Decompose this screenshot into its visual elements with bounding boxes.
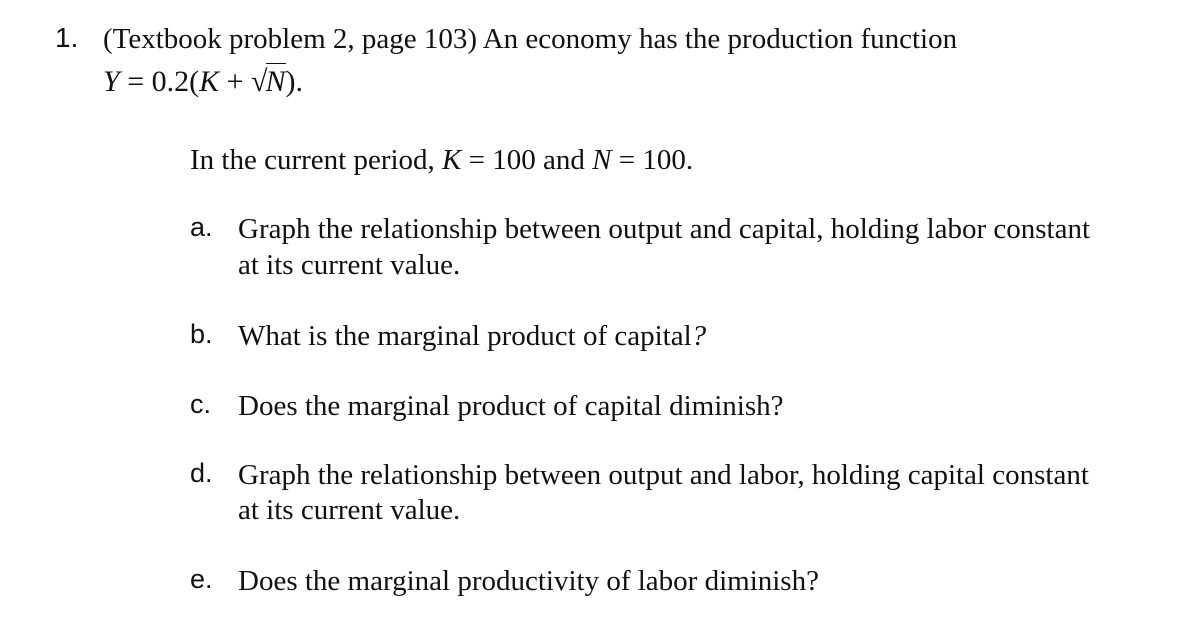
problem-number: 1.	[55, 22, 79, 53]
part-b-question-mark: ?	[691, 320, 707, 352]
square-root	[251, 64, 285, 100]
condition-labor-value: = 100.	[611, 144, 694, 176]
part-d-text-line1: Graph the relationship between output and labor, holding capital constant	[238, 459, 1089, 491]
part-c-letter: c.	[190, 389, 212, 419]
current-period-condition	[190, 143, 693, 177]
production-function-equation	[103, 64, 303, 100]
equation-output-variable: Y	[103, 65, 120, 98]
part-b-text	[238, 319, 706, 353]
part-b-question: What is the marginal product of capital	[238, 320, 692, 352]
part-a-text-line1: Graph the relationship between output and capital, holding labor constant	[238, 213, 1091, 245]
part-e-letter: e.	[190, 564, 213, 594]
problem-intro: (Textbook problem 2, page 103) An economy has the production function	[103, 23, 958, 55]
equation-capital-variable: K	[199, 65, 220, 98]
condition-capital-value: = 100 and	[461, 144, 593, 176]
part-a-text-line2: at its current value.	[238, 249, 461, 281]
condition-labor-variable: N	[592, 144, 612, 176]
equation-equals: =	[119, 65, 152, 98]
part-d-letter: d.	[190, 458, 213, 488]
equation-close: ).	[285, 65, 304, 98]
condition-capital-variable: K	[442, 144, 462, 176]
equation-coefficient: 0.2(	[151, 65, 200, 98]
part-e-text: Does the marginal productivity of labor diminish?	[238, 565, 819, 597]
part-c-text: Does the marginal product of capital diminish?	[238, 390, 784, 422]
part-b-letter: b.	[190, 319, 213, 349]
condition-prefix: In the current period,	[190, 144, 443, 176]
equation-plus: +	[219, 65, 252, 98]
equation-labor-variable: N	[265, 65, 286, 98]
radical-sign: √	[251, 65, 268, 98]
part-a-letter: a.	[190, 212, 213, 242]
part-d-text-line2: at its current value.	[238, 494, 461, 526]
